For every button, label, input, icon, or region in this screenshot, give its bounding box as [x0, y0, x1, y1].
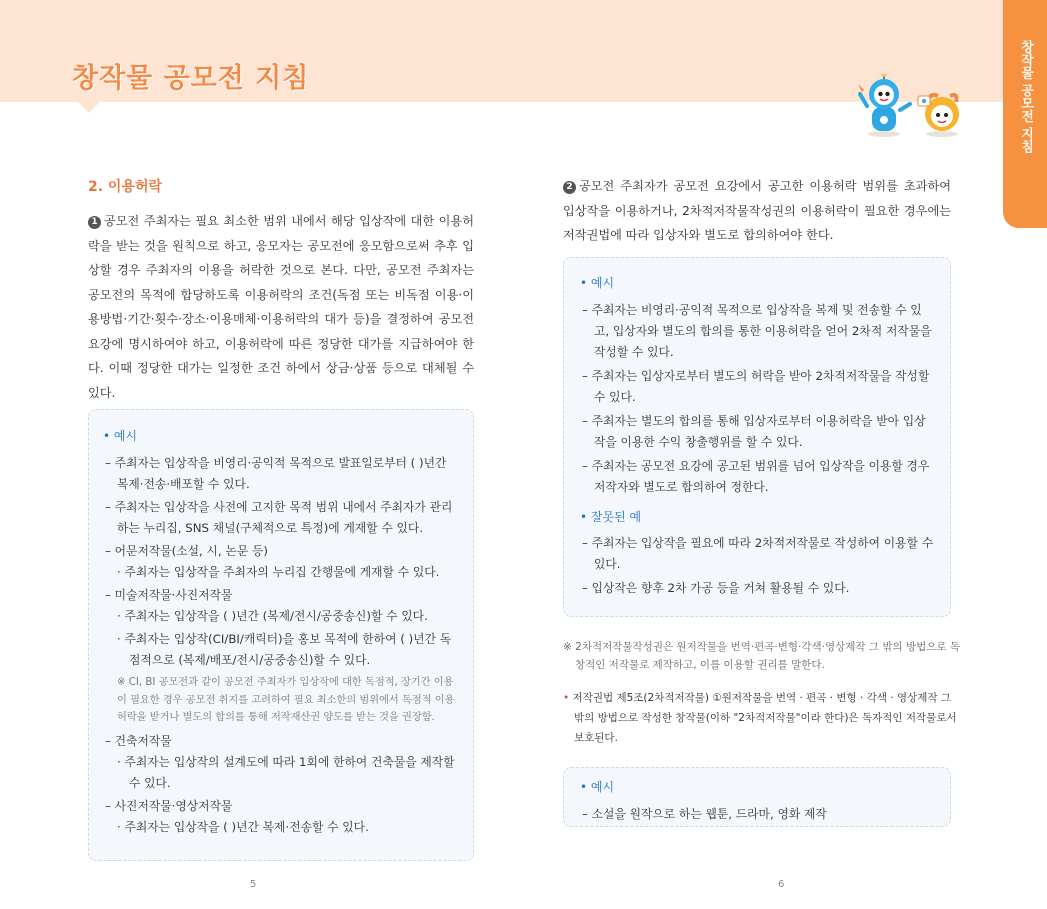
example-item: – 미술저작물·사진저작물 [105, 588, 233, 602]
section-title: 2. 이용허락 [88, 179, 163, 195]
paragraph-2 [563, 174, 951, 248]
example-box-right-2 [563, 767, 951, 827]
example-subitem: · 주최자는 입상작의 설계도에 따라 1회에 한하여 건축물을 제작할 수 있다. [117, 754, 455, 790]
wrong-example-item: – 주최자는 입상작을 필요에 따라 2차적저작물로 작성하여 이용할 수 있다. [582, 536, 934, 571]
example-heading: • 예시 [580, 276, 615, 290]
example-item: – 건축저작물 [105, 733, 172, 748]
page-number-left: 5 [250, 879, 257, 890]
mascot-robot-icon [858, 74, 910, 137]
example-subitem: · 주최자는 입상작을 ( )년간 (복제/전시/공중송신)할 수 있다. [117, 609, 428, 623]
law-bullet: • [563, 692, 570, 704]
paragraph-2-text: 공모전 주최자가 공모전 요강에서 공고한 이용허락 범위를 초과하여 입상작을 이용하거나, 2차적저작물작성권의 이용허락이 필요한 경우에는 저작권법에 따라 입상자와 별도로 합의하여야 한다. [563, 179, 951, 242]
example-item: – 주최자는 별도의 합의를 통해 입상자로부터 이용허락을 받아 입상작을 이용한 수익 창출행위를 할 수 있다. [582, 414, 926, 449]
example-box-right [563, 257, 951, 617]
example-subitem: · 주최자는 입상작을 주최자의 누리집 간행물에 게재할 수 있다. [117, 565, 440, 579]
paragraph-1 [88, 209, 474, 405]
example-item: – 주최자는 입상작을 사전에 고지한 목적 범위 내에서 주최자가 관리하는 누리집, SNS 채널(구체적으로 특정)에 게재할 수 있다. [105, 500, 453, 535]
example-item: – 주최자는 비영리·공익적 목적으로 입상작을 복제 및 전송할 수 있고, 입상자와 별도의 합의를 통한 이용허락을 얻어 2차적 저작물을 작성할 수 있다. [582, 303, 932, 359]
side-tab [1003, 0, 1047, 228]
mascot-illustration [858, 74, 968, 140]
example-item: – 주최자는 공모전 요강에 공고된 범위를 넘어 입상작을 이용할 경우 저작자와 별도로 합의하여 정한다. [582, 459, 930, 494]
example-subitem: · 주최자는 입상작을 ( )년간 복제·전송할 수 있다. [117, 819, 369, 834]
number-badge: 1 [88, 216, 101, 229]
example-box-left [88, 409, 474, 861]
example-item: – 어문저작물(소설, 시, 논문 등) [105, 544, 268, 558]
paragraph-1-text: 공모전 주최자는 필요 최소한 범위 내에서 해당 입상작에 대한 이용허락을 받는 것을 원칙으로 하고, 응모자는 공모전에 응모함으로써 추후 입상할 경우 주최자의 이용을 허락한 것으로 본다. 다만, 공모전 주최자는 공모전의 목적에 합당하도록 이용허락의 조건(독점 또는 비독점 이용·이용방법·기간·횟수·장소·이용매체·이용허락의 대가 등)을 결정하여 공모전 요강에 명시하여야 하고, 이용허락에 따른 정당한 대가를 지급하여야 한다. 이때 정당한 대가는 일정한 조건 하에서 상금·상품 등으로 대체될 수 있다. [88, 214, 474, 400]
example-heading: • 예시 [580, 780, 615, 794]
wrong-example-item: – 입상작은 향후 2차 가공 등을 거쳐 활용될 수 있다. [582, 581, 850, 595]
example-item: – 소설을 원작으로 하는 웹툰, 드라마, 영화 제작 [582, 807, 827, 821]
page-number-right: 6 [778, 879, 785, 890]
example-heading: • 예시 [103, 429, 138, 443]
example-item: – 주최자는 입상자로부터 별도의 허락을 받아 2차적저작물을 작성할 수 있다. [582, 369, 930, 404]
example-subitem: · 주최자는 입상작(CI/BI/캐릭터)을 홍보 목적에 한하여 ( )년간 독점적으로 (복제/배포/전시/공중송신)할 수 있다. [117, 632, 452, 667]
law-citation [563, 688, 962, 748]
example-item: – 사진저작물·영상저작물 [105, 798, 233, 813]
header-tail [78, 102, 100, 113]
page-title: 창작물 공모전 지침 [72, 63, 310, 94]
footnote: ※ 2차적저작물작성권은 원저작물을 번역·편곡·변형·각색·영상제작 그 밖의 방법으로 독창적인 저작물로 제작하고, 이를 이용할 권리를 말한다. [563, 641, 961, 671]
side-tab-label: 창작물 공모전 지침 [1018, 40, 1033, 154]
law-text: 저작권법 제5조(2차적저작물) ①원저작물을 번역 · 편곡 · 변형 · 각색 · 영상제작 그 밖의 방법으로 작성한 창작물(이하 "2차적저작물"이라 한다)은 독자적인 저작물로서 보호된다. [572, 692, 957, 744]
wrong-example-heading: • 잘못된 예 [580, 510, 642, 524]
number-badge: 2 [563, 181, 576, 194]
example-note: ※ CI, BI 공모전과 같이 공모전 주최자가 입상작에 대한 독점적, 장기간 이용이 필요한 경우 공모전 취지를 고려하여 필요 최소한의 범위에서 독점적 이용허락을 받거나 별도의 합의를 통해 저작재산권 양도를 받는 것을 권장함. [117, 677, 455, 723]
mascot-character-icon [918, 95, 959, 137]
example-item: – 주최자는 입상작을 비영리·공익적 목적으로 발표일로부터 ( )년간 복제·전송·배포할 수 있다. [105, 456, 447, 491]
